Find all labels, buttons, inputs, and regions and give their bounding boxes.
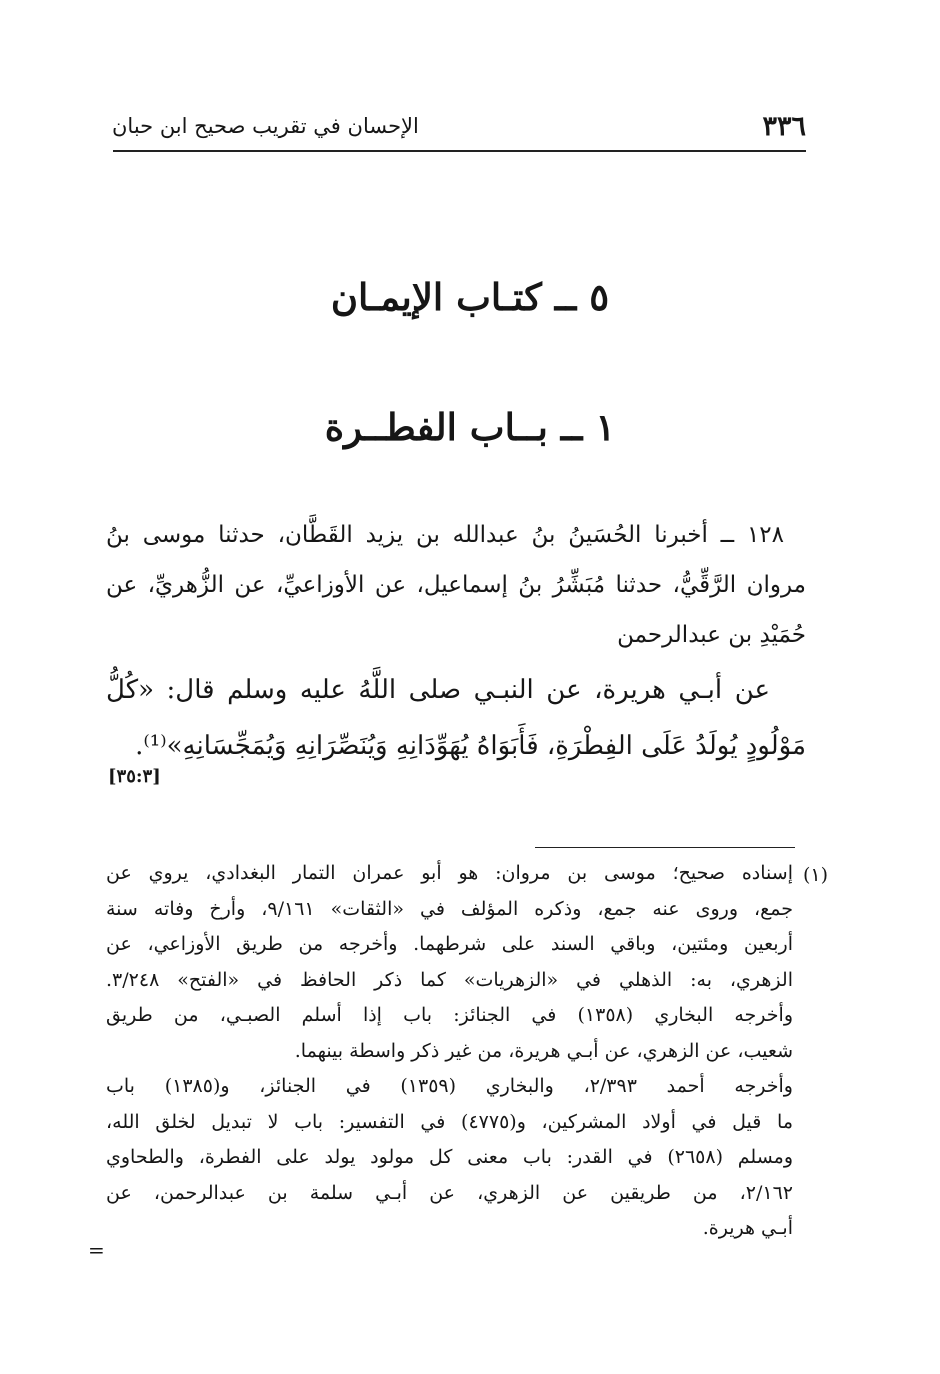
- matn-line: مَوْلُودٍ يُولَدُ عَلَى الفِطْرَةِ، فَأَبَوَاهُ يُهَوِّدَانِهِ وَيُنَصِّرَانِهِ وَيُمَجِّسَانِهِ»⁽¹⁾.: [135, 731, 806, 761]
- hadith-isnad: [106, 510, 806, 660]
- footnote-line: ومسلم (٢٦٥٨) في القدر: باب معنى كل مولود يولد على الفطرة، والطحاوي: [106, 1146, 793, 1168]
- footnote-line: أبـي هريرة.: [702, 1217, 793, 1239]
- matn-line: عن أبـي هريرة، عن النبـي صلى اللَّهُ عليه وسلم قال: «كُلُّ: [106, 675, 770, 705]
- footnote-rule: [535, 847, 795, 848]
- running-header: [112, 108, 806, 144]
- hadith-matn: [106, 662, 806, 774]
- hadith-reference: [٣٥:٣]: [108, 766, 161, 787]
- isnad-line: ١٢٨ ــ أخبرنا الحُسَينُ بنُ عبدالله بن يزيد القَطَّان، حدثنا موسى بنُ: [106, 522, 784, 548]
- header-rule: [113, 150, 806, 152]
- chapter-heading: ٥ ــ كتـاب الإيمـان: [330, 275, 610, 319]
- footnote-line: وأخرجه أحمد ٢/٣٩٣، والبخاري (١٣٥٩) في الجنائز، و(١٣٨٥) باب: [106, 1075, 793, 1097]
- page-number: ٣٣٦: [762, 110, 806, 142]
- book-title: الإحسان في تقريب صحيح ابن حبان: [112, 114, 419, 138]
- continuation-mark: =: [88, 1238, 105, 1262]
- footnote-line: ٢/١٦٢، من طريقين عن الزهري، عن أبـي سلمة بن عبدالرحمن، عن: [106, 1181, 793, 1204]
- section-heading: ١ ــ بــاب الفطــرة: [324, 405, 616, 449]
- footnote-line: أربعين ومئتين، وباقي السند على شرطهما. وأخرجه من طريق الأوزاعي، عن: [106, 933, 793, 955]
- footnote-line: الزهري، به: الذهلي في «الزهريات» كما ذكر الحافظ في «الفتح» ٣/٢٤٨.: [106, 968, 793, 991]
- footnote-marker: (١): [802, 864, 828, 886]
- footnote-line: جمع، وروى عنه جمع، وذكره المؤلف في «الثقات» ٩/١٦١، وأرخ وفاته سنة: [106, 897, 793, 920]
- isnad-line: مروان الرَّقِّيُّ، حدثنا مُبَشِّرُ بنُ إسماعيل، عن الأوزاعيِّ، عن الزُّهريِّ، عن: [106, 572, 806, 598]
- footnote-line: إسناده صحيح؛ موسى بن مروان: هو أبو عمران التمار البغدادي، يروي عن: [106, 862, 793, 884]
- footnote-line: ما قيل في أولاد المشركين، و(٤٧٧٥) في التفسير: باب لا تبديل لخلق الله،: [106, 1110, 793, 1133]
- isnad-line: حُمَيْدِ بن عبدالرحمن: [617, 622, 806, 648]
- footnote-line: وأخرجه البخاري (١٣٥٨) في الجنائز: باب إذا أسلم الصبـي، من طريق: [106, 1004, 793, 1026]
- footnotes: [106, 856, 793, 1247]
- footnote-line: شعيب، عن الزهري، عن أبـي هريرة، من غير ذكر واسطة بينهما.: [294, 1039, 793, 1062]
